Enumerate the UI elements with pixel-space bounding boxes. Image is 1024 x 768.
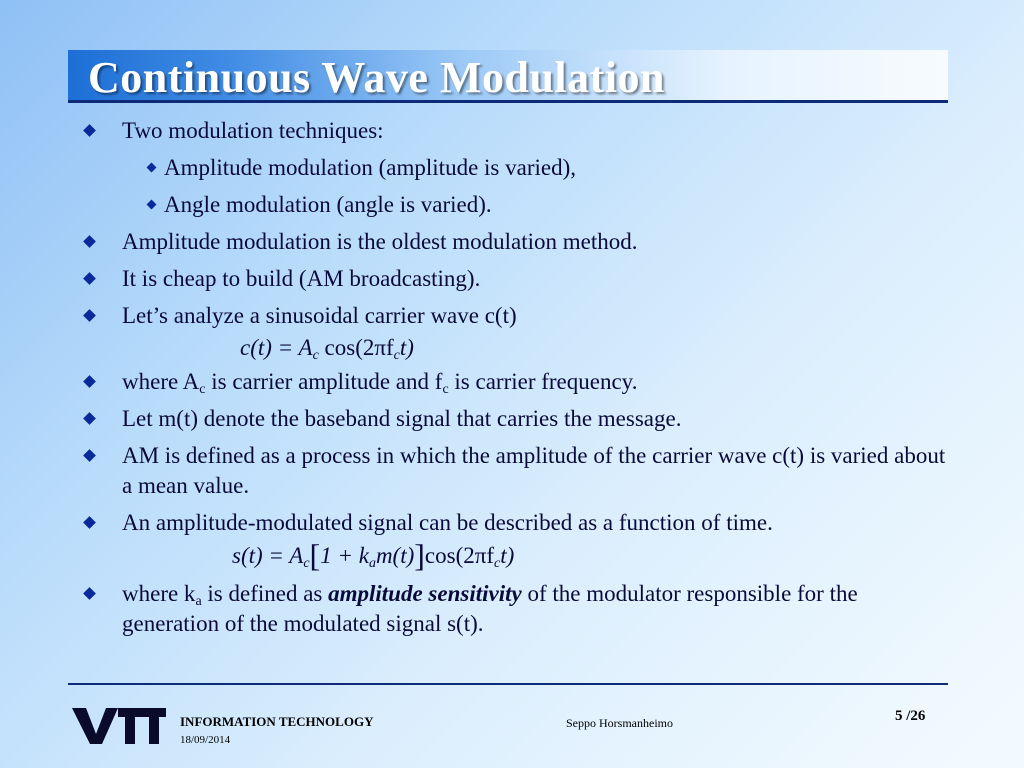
bullet-text: where A: [122, 369, 200, 394]
bullet-item: [80, 116, 950, 146]
formula-lhs: s(t) = A: [232, 543, 304, 568]
bullet-item: [80, 579, 950, 639]
diamond-bullet-icon: [83, 124, 96, 137]
bullet-text: Two modulation techniques:: [122, 118, 384, 143]
emphasis-text: amplitude sensitivity: [328, 581, 522, 606]
bullet-item: [80, 301, 950, 331]
bullet-item: [80, 441, 950, 501]
bullet-text: AM is defined as a process in which the amplitude of the carrier wave c(t) is varied about a mean value.: [122, 443, 946, 498]
diamond-bullet-icon: [83, 272, 96, 285]
bullet-text: Amplitude modulation is the oldest modulation method.: [122, 229, 638, 254]
formula-subscript: a: [368, 556, 376, 571]
bullet-text: where k: [122, 581, 196, 606]
diamond-bullet-icon: [83, 412, 96, 425]
diamond-bullet-icon: [147, 200, 157, 210]
bullet-text: Angle modulation (angle is varied).: [164, 192, 492, 217]
diamond-bullet-icon: [83, 587, 96, 600]
diamond-bullet-icon: [83, 516, 96, 529]
footer-author: Seppo Horsmanheimo: [566, 716, 673, 730]
vtt-logo-icon: [72, 704, 168, 746]
diamond-bullet-icon: [147, 163, 157, 173]
am-signal-formula: [80, 537, 950, 575]
carrier-formula: [80, 333, 950, 367]
diamond-bullet-icon: [83, 235, 96, 248]
bullet-item: [80, 367, 950, 397]
footer-divider: [68, 683, 948, 685]
diamond-bullet-icon: [83, 449, 96, 462]
slide-title: Continuous Wave Modulation: [88, 53, 666, 102]
bullet-subscript: c: [199, 382, 206, 397]
slide-content: [80, 116, 950, 646]
bullet-item: [80, 404, 950, 434]
formula-bracket-close: ]: [414, 537, 425, 573]
formula-subscript: c: [494, 556, 501, 571]
bullet-text: of the modulator responsible for the generation of the modulated signal s(t).: [122, 581, 858, 636]
formula-rhs: cos(2πf: [318, 335, 394, 360]
bullet-text: is carrier frequency.: [448, 369, 638, 394]
bullet-text: Let m(t) denote the baseband signal that carries the message.: [122, 406, 682, 431]
bullet-subscript: a: [195, 594, 202, 609]
formula-bracket-open: [: [309, 537, 321, 573]
formula-rhs: cos(2πf: [424, 543, 495, 568]
formula-subscript: c: [312, 348, 319, 363]
formula-subscript: c: [303, 556, 310, 571]
formula-rhs-end: t): [500, 543, 515, 568]
sub-bullet-item: [80, 190, 950, 220]
vtt-logo: [72, 704, 168, 751]
bullet-item: [80, 508, 950, 538]
sub-bullet-item: [80, 153, 950, 183]
title-bar: [68, 50, 948, 103]
diamond-bullet-icon: [83, 309, 96, 322]
bullet-text: Let’s analyze a sinusoidal carrier wave c(t): [122, 303, 517, 328]
bullet-text: It is cheap to build (AM broadcasting).: [122, 266, 481, 291]
page-number: 5 /26: [895, 708, 926, 724]
bullet-item: [80, 227, 950, 257]
bullet-text: An amplitude-modulated signal can be described as a function of time.: [122, 510, 773, 535]
formula-subscript: c: [393, 348, 400, 363]
formula-mid: m(t): [375, 543, 415, 568]
footer-date: 18/09/2014: [180, 734, 231, 746]
bullet-text: Amplitude modulation (amplitude is varied),: [164, 155, 577, 180]
bullet-item: [80, 264, 950, 294]
bullet-subscript: c: [442, 382, 449, 397]
formula-lhs: c(t) = A: [240, 335, 313, 360]
formula-rhs-end: t): [399, 335, 414, 360]
footer-organization: INFORMATION TECHNOLOGY: [180, 714, 374, 729]
formula-mid: 1 + k: [320, 543, 369, 568]
bullet-text: is carrier amplitude and f: [205, 369, 443, 394]
diamond-bullet-icon: [83, 375, 96, 388]
bullet-text: is defined as: [201, 581, 329, 606]
